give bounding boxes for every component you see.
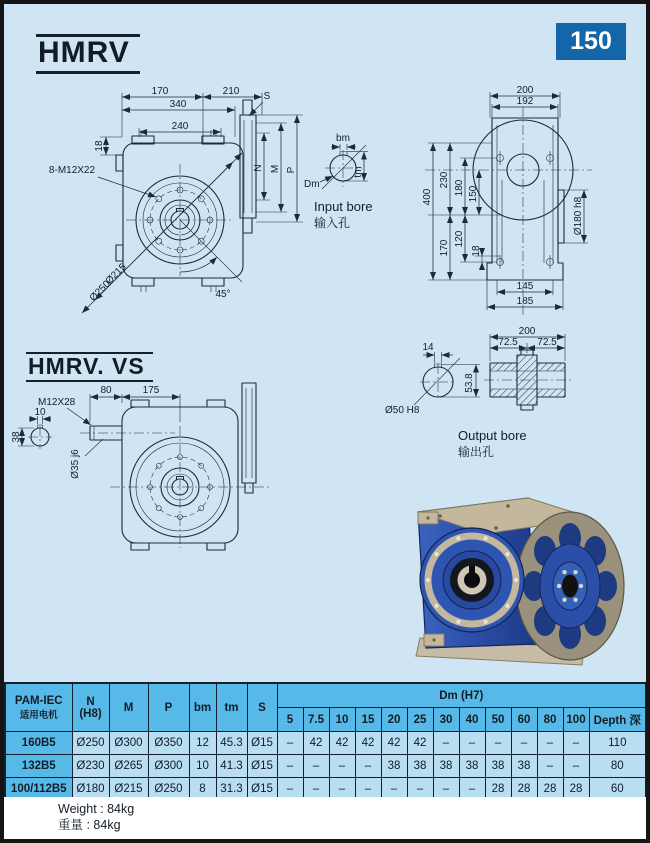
cell: – [329,755,355,778]
dim-label-80: 80 [100,385,112,396]
cell: 110 [589,732,646,755]
cell: Ø180 [72,778,109,802]
cell: – [563,755,589,778]
dim-label-180: 180 [454,179,465,197]
dm-size-col: 100 [563,708,589,732]
dim-label-dia215: Ø215 [103,261,129,287]
dim-label-185: 185 [516,296,534,307]
cell: Ø350 [148,732,189,755]
row-name: 100/112B5 [5,778,72,802]
cell: – [277,732,303,755]
dim-label-45: 45° [215,289,231,300]
dm-size-col: 20 [381,708,407,732]
cell: – [303,755,329,778]
n-tolerance: (H8) [79,707,102,720]
cell: – [459,732,485,755]
cell: Ø15 [247,755,277,778]
dim-label-170: 170 [151,86,169,97]
cell: 38 [459,755,485,778]
dim-label-175: 175 [142,385,160,396]
dim-label-725r: 72.5 [537,337,557,348]
dm-size-col: 10 [329,708,355,732]
cell: 38 [511,755,537,778]
cell: – [537,732,563,755]
dim-label-38: 38 [11,431,22,443]
dim-label-18b: 18 [471,245,482,257]
dm-size-col: 5 [277,708,303,732]
output-bore-caption-cn: 输出孔 [458,445,495,459]
row-name: 160B5 [5,732,72,755]
dim-label-dia50h8: Ø50 H8 [385,405,420,416]
cell: 12 [189,732,216,755]
pam-label-en: PAM-IEC [14,694,63,707]
cell: Ø230 [72,755,109,778]
col-header-pam [5,683,72,732]
n-label: N [86,695,95,708]
vs-view-drawing [10,378,300,568]
cell: – [563,732,589,755]
input-bore-caption-en: Input bore [314,199,373,214]
input-bore-drawing [300,130,410,240]
cell: Ø15 [247,778,277,802]
dim-label-dia250: Ø250 [87,278,113,304]
dm-size-col: 25 [407,708,433,732]
cell: – [381,778,407,802]
table-row [5,732,646,755]
cell: 42 [407,732,433,755]
page-title: HMRV [36,34,140,74]
cell: – [277,755,303,778]
dim-label-m: M [270,164,281,174]
dm-size-col: 50 [485,708,511,732]
dim-label-340: 340 [169,99,187,110]
footer [4,797,646,839]
dim-label-dia180h8: Ø180 h8 [573,196,584,236]
dim-label-dm: Dm [304,179,320,190]
dim-label-170b: 170 [439,239,450,257]
dim-label-200b: 200 [518,326,536,337]
cell: 28 [537,778,563,802]
dimension-table [4,682,646,802]
cell: Ø265 [109,755,148,778]
dm-size-col: 40 [459,708,485,732]
weight-cn: 重量 : 84kg [58,818,121,832]
size-badge: 150 [556,23,626,60]
dim-label-10: 10 [34,407,46,418]
cell: Ø250 [148,778,189,802]
col-header-p: P [148,683,189,732]
dim-label-18: 18 [94,140,105,152]
cell: 31.3 [216,778,247,802]
cell: 42 [303,732,329,755]
vs-bolt-callout: M12X28 [38,397,76,408]
col-header-dm-group: Dm (H7) [277,683,646,708]
dim-label-230: 230 [439,171,450,189]
cell: – [329,778,355,802]
col-header-bm: bm [189,683,216,732]
rear-view-drawing [420,85,650,325]
dim-label-p: P [286,166,297,174]
cell: – [303,778,329,802]
col-header-depth: Depth 深 [589,708,646,732]
cell: Ø300 [109,732,148,755]
output-bore-caption-en: Output bore [458,428,527,443]
cell: 28 [563,778,589,802]
cell: 80 [589,755,646,778]
gearbox-photo [388,468,628,668]
dim-label-200: 200 [516,85,534,96]
dim-label-n: N [253,164,264,172]
header-row-1 [5,683,646,708]
row-name: 132B5 [5,755,72,778]
dm-size-col: 15 [355,708,381,732]
table-row [5,755,646,778]
vs-section-title: HMRV. VS [26,352,153,382]
col-header-n [72,683,109,732]
dim-label-14: 14 [422,342,434,353]
cell: 28 [485,778,511,802]
cell: – [433,778,459,802]
cell: – [459,778,485,802]
dm-size-col: 80 [537,708,563,732]
cell: 38 [381,755,407,778]
dim-label-400: 400 [422,188,433,206]
cell: – [485,732,511,755]
dim-label-120: 120 [454,230,465,248]
dim-label-538: 53.8 [464,373,475,393]
col-header-m: M [109,683,148,732]
dim-label-150: 150 [468,185,479,203]
cell: Ø15 [247,732,277,755]
cell: 42 [355,732,381,755]
cell: – [355,778,381,802]
dim-label-725l: 72.5 [498,337,518,348]
dm-size-col: 60 [511,708,537,732]
dim-label-dia35j6: Ø35 j6 [70,449,81,479]
dim-label-145: 145 [516,281,534,292]
cell: – [511,732,537,755]
cell: 41.3 [216,755,247,778]
dm-size-col: 7.5 [303,708,329,732]
cell: 38 [433,755,459,778]
cell: – [277,778,303,802]
dim-label-240: 240 [171,121,189,132]
cell: Ø215 [109,778,148,802]
input-bore-caption-cn: 输入孔 [314,216,351,230]
cell: – [537,755,563,778]
cell: Ø300 [148,755,189,778]
cell: 60 [589,778,646,802]
cell: 45.3 [216,732,247,755]
pam-label-cn: 适用电机 [19,709,58,721]
cell: 42 [381,732,407,755]
cell: 38 [407,755,433,778]
bolt-callout-label: 8-M12X22 [48,165,96,176]
cell: – [433,732,459,755]
dim-label-s: S [263,91,271,102]
col-header-s: S [247,683,277,732]
cell: 10 [189,755,216,778]
cell: 38 [485,755,511,778]
dim-label-tm: tm [353,166,364,178]
cell: 8 [189,778,216,802]
dim-label-192: 192 [516,96,534,107]
dim-label-bm: bm [336,133,350,144]
col-header-tm: tm [216,683,247,732]
weight-en: Weight : 84kg [58,802,135,816]
cell: Ø250 [72,732,109,755]
output-bore-drawing [380,325,650,460]
cell: – [407,778,433,802]
cell: 42 [329,732,355,755]
dm-size-col: 30 [433,708,459,732]
cell: – [355,755,381,778]
front-view-drawing [20,85,330,320]
dim-label-210: 210 [222,86,240,97]
cell: 28 [511,778,537,802]
